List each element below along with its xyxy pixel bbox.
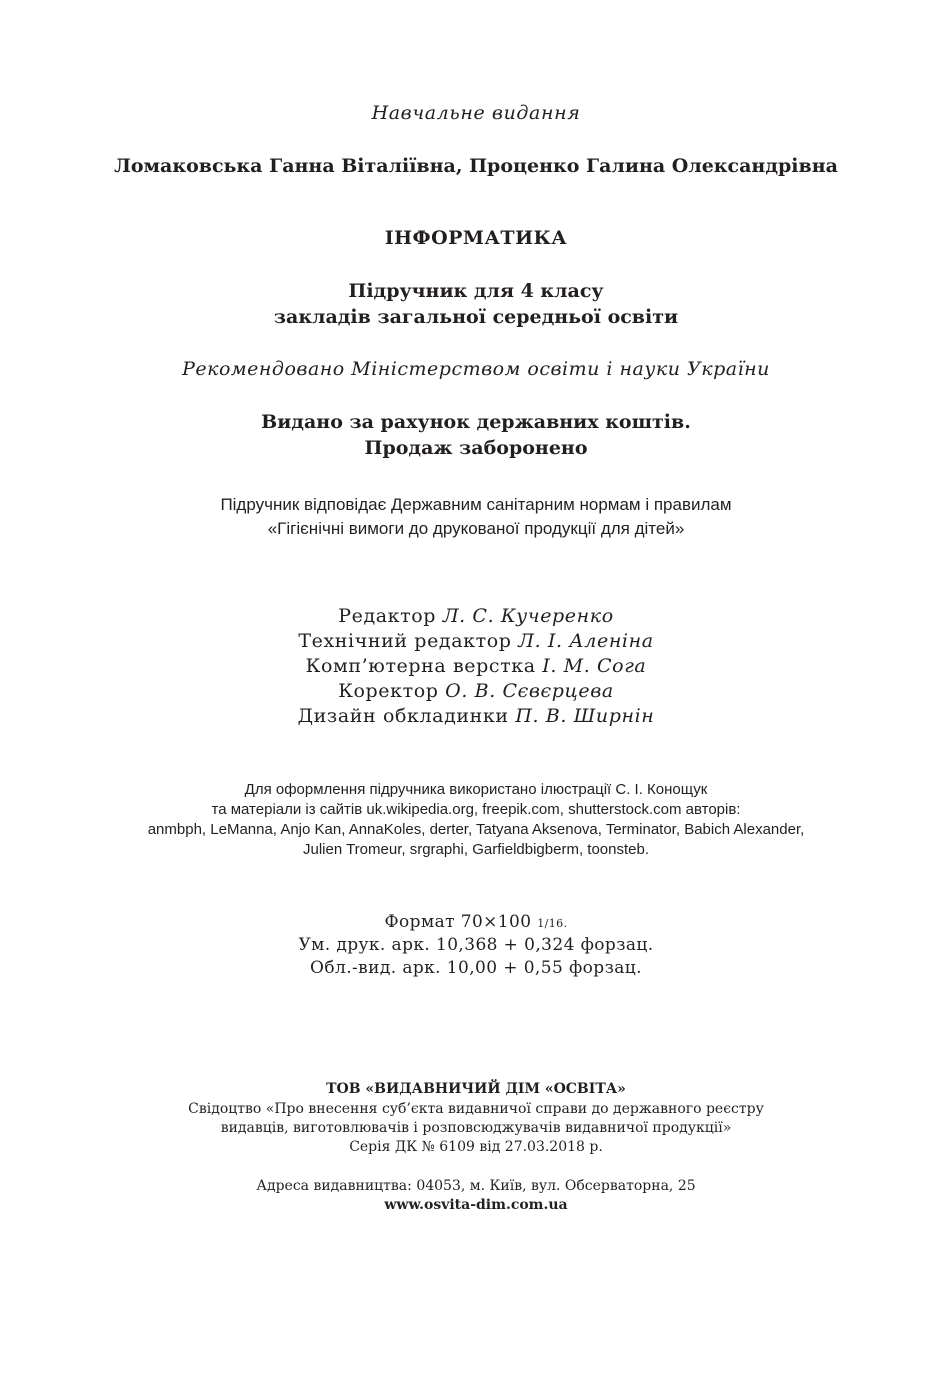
publisher-certificate-line-2: видавців, виготовлювачів і розповсюджувачів видавничої продукції» xyxy=(220,1120,732,1136)
credit-cover-design xyxy=(0,707,952,726)
publisher-address: Адреса видавництва: 04053, м. Київ, вул. Обсерваторна, 25 xyxy=(256,1178,696,1194)
publisher-name: ТОВ «ВИДАВНИЧИЙ ДІМ «ОСВІТА» xyxy=(326,1081,626,1097)
subtitle-line-2: закладів загальної середньої освіти xyxy=(273,306,679,328)
book-title: ІНФОРМАТИКА xyxy=(384,227,568,249)
illustrations-note-line-4: Julien Tromeur, srgraphi, Garfieldbigberm, toonsteb. xyxy=(302,841,649,858)
state-funding-line-1: Видано за рахунок державних коштів. xyxy=(261,411,691,433)
illustrations-note-line-1: Для оформлення підручника використано ілюстрації С. І. Конощук xyxy=(244,781,708,798)
credit-editor xyxy=(0,607,952,626)
credit-name: О. В. Сєвєрцева xyxy=(445,680,614,702)
recommendation: Рекомендовано Міністерством освіти і науки України xyxy=(182,358,770,380)
credit-proofreader xyxy=(0,682,952,701)
subtitle-line-1: Підручник для 4 класу xyxy=(348,280,604,302)
credit-role: Редактор xyxy=(338,605,437,627)
print-sheets-conventional: Ум. друк. арк. 10,368 + 0,324 форзац. xyxy=(298,935,654,955)
authors: Ломаковська Ганна Віталіївна, Проценко Галина Олександрівна xyxy=(114,155,838,177)
credit-technical-editor xyxy=(0,632,952,651)
credit-name: П. В. Ширнін xyxy=(515,705,655,727)
state-funding-line-2: Продаж заборонено xyxy=(364,437,588,459)
credit-role: Коректор xyxy=(338,680,439,702)
print-format-fraction: 1/16. xyxy=(537,917,568,930)
print-format-value: 70×100 xyxy=(460,912,532,932)
publisher-certificate-line-1: Свідоцтво «Про внесення суб’єкта видавничої справи до державного реєстру xyxy=(188,1101,764,1117)
credit-name: Л. І. Аленіна xyxy=(518,630,654,652)
credit-name: І. М. Сога xyxy=(542,655,647,677)
sanitary-note-line-2: «Гігієнічні вимоги до друкованої продукції для дітей» xyxy=(267,519,685,538)
credit-name: Л. С. Кучеренко xyxy=(442,605,614,627)
credit-layout xyxy=(0,657,952,676)
illustrations-note-line-3: anmbph, LeManna, Anjo Kan, AnnaKoles, derter, Tatyana Aksenova, Terminator, Babich Alexander, xyxy=(147,821,805,838)
credit-role: Дизайн обкладинки xyxy=(297,705,509,727)
publisher-certificate-line-3: Серія ДК № 6109 від 27.03.2018 р. xyxy=(349,1139,603,1155)
print-sheets-publishing: Обл.-вид. арк. 10,00 + 0,55 форзац. xyxy=(310,958,642,978)
credit-role: Комп’ютерна верстка xyxy=(305,655,536,677)
sanitary-note-line-1: Підручник відповідає Державним санітарним нормам і правилам xyxy=(220,495,732,514)
publisher-website: www.osvita-dim.com.ua xyxy=(384,1197,568,1213)
print-format xyxy=(0,914,952,931)
illustrations-note-line-2: та матеріали із сайтів uk.wikipedia.org, freepik.com, shutterstock.com авторів: xyxy=(211,801,741,818)
credit-role: Технічний редактор xyxy=(298,630,512,652)
edition-type: Навчальне видання xyxy=(371,102,581,124)
print-format-label: Формат xyxy=(384,912,455,932)
